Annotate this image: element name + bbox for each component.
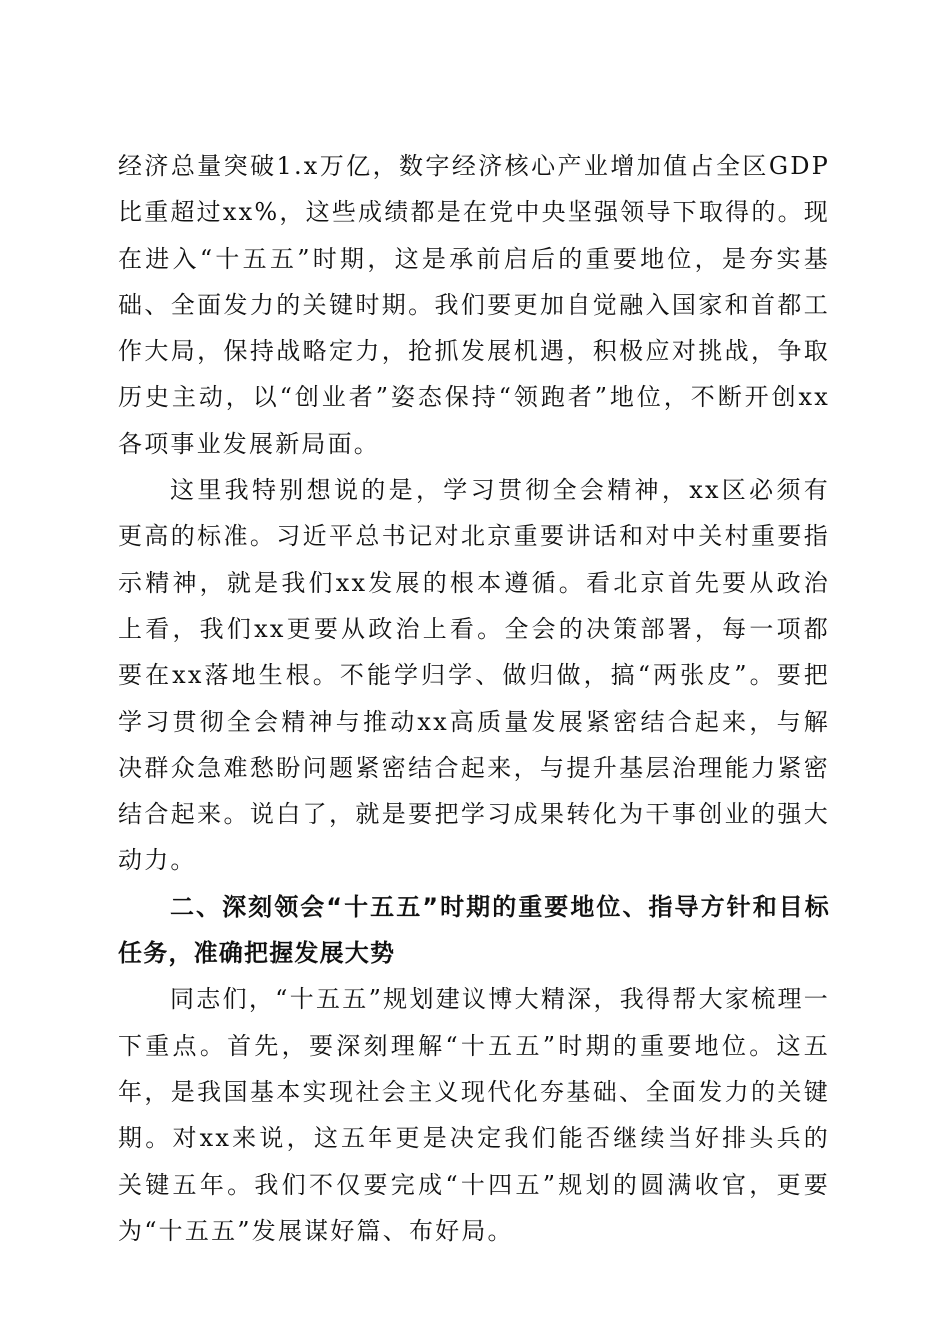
paragraph-higher-standards: 这里我特别想说的是，学习贯彻全会精神，xx区必须有更高的标准。习近平总书记对北京重要讲话和对中关村重要指示精神，就是我们xx发展的根本遵循。看北京首先要从政治上看，我们xx更要从政治上看。全会的决策部署，每一项都要在xx落地生根。不能学归学、做归做，搞“两张皮”。要把学习贯彻全会精神与推动xx高质量发展紧密结合起来，与解决群众急难愁盼问题紧密结合起来，与提升基层治理能力紧密结合起来。说白了，就是要把学习成果转化为干事创业的强大动力。 xyxy=(118,476,830,875)
section-heading-two: 二、深刻领会“十五五”时期的重要地位、指导方针和目标任务，准确把握发展大势 xyxy=(118,892,830,968)
paragraph-economic-achievements: 经济总量突破1.x万亿，数字经济核心产业增加值占全区GDP比重超过xx%，这些成绩都是在党中央坚强领导下取得的。现在进入“十五五”时期，这是承前启后的重要地位，是夯实基础、全面发力的关键时期。我们要更加自觉融入国家和首都工作大局，保持战略定力，抢抓发展机遇，积极应对挑战，争取历史主动，以“创业者”姿态保持“领跑者”地位，不断开创xx各项事业发展新局面。 xyxy=(118,152,830,458)
document-page xyxy=(118,143,830,1254)
paragraph-key-points: 同志们，“十五五”规划建议博大精深，我得帮大家梳理一下重点。首先，要深刻理解“十五五”时期的重要地位。这五年，是我国基本实现社会主义现代化夯基础、全面发力的关键期。对xx来说，这五年更是决定我们能否继续当好排头兵的关键五年。我们不仅要完成“十四五”规划的圆满收官，更要为“十五五”发展谋好篇、布好局。 xyxy=(118,985,830,1245)
